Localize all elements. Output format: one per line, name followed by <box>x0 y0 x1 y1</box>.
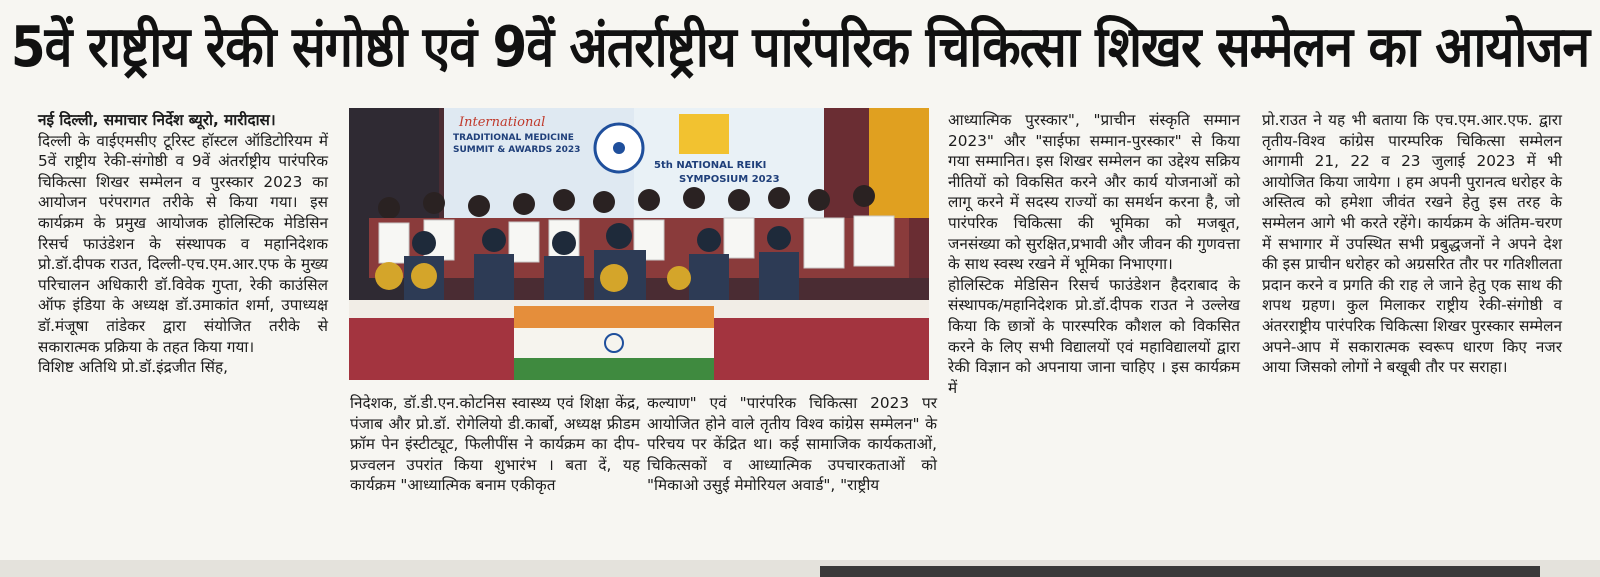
column-5-paragraph: प्रो.राउत ने यह भी बताया कि एच.एम.आर.एफ. द्वारा तृतीय-विश्व कांग्रेस पारम्परिक चिकित्सा सम्मेलन आगामी 21, 22 व 23 जुलाई 2023 में भी आयोजित किया जायेगा । हम अपनी पुरानत्व धरोहर के अस्तित्व को हमेशा जीवंत रखने हेतु इस तरह के सम्मेलन आगे भी करते रहेंगे। कार्यक्रम के अंतिम-चरण में सभागार में उपस्थित सभी प्रबुद्धजनों ने अपने देश की इस प्राचीन धरोहर को अग्रसरित तौर पर गतिशीलता प्रदान करने व प्रगति की राह ले जाने हेतु एक साथ की शपथ ग्रहण। कुल मिलाकर राष्ट्रीय रेकी-संगोष्ठी व अंतरराष्ट्रीय पारंपरिक चिकित्सा शिखर पुरस्कार सम्मेलन अपने-आप में सकारात्मक स्वरूप धारण किए नजर आया जिसको लोगों ने बखूबी तौर पर सराहा। <box>1262 111 1562 377</box>
column-3-paragraph: कल्याण" एवं "पारंपरिक चिकित्सा 2023 पर आयोजित होने वाले तृतीय विश्व कांग्रेस सम्मेलन" के परिचय पर केंद्रित था। कई सामाजिक कार्यकताओं, चिकित्सकों व आध्यात्मिक उपचारकताओं को "मिकाओ उसुई मेमोरियल अवार्ड", "राष्ट्रीय <box>647 394 937 495</box>
bottom-strip <box>0 560 1600 577</box>
column-4-paragraph-2: होलिस्टिक मेडिसिन रिसर्च फाउंडेशन हैदराबाद के संस्थापक/महानिदेशक प्रो.डॉ.दीपक राउत ने उल्लेख किया कि छात्रों के पारस्परिक कौशल को विकसित करने के लिए सभी विद्यालयों एवं महाविद्यालयों द्वारा रेकी विज्ञान को अपनाया जाना चाहिए । इस कार्यक्रम में <box>948 275 1240 397</box>
column-1-paragraph: दिल्ली के वाईएमसीए टूरिस्ट हॉस्टल ऑडिटोरियम में 5वें राष्ट्रीय रेकी-संगोष्ठी व 9वें अंतर्राष्ट्रीय पारंपरिक चिकित्सा शिखर सम्मेलन व पुरस्कार 2023 का आयोजन परंपरागत तरीके से किया गया। इस कार्यक्रम के प्रमुख आयोजक होलिस्टिक मेडिसिन रिसर्च फाउंडेशन के संस्थापक व महानिदेशक प्रो.डॉ.दीपक राउत, दिल्ली-एच.एम.आर.एफ के मुख्य परिचालन अधिकारी डॉ.विवेक गुप्ता, रेकी काउंसिल ऑफ इंडिया के अध्यक्ष डॉ.उमाकांत शर्मा, उपाध्यक्ष डॉ.मंजूषा तांडेकर द्वारा संयोजित तरीके से सकारात्मक प्रक्रिया के तहत किया गया। <box>38 131 328 356</box>
headline: 5वें राष्ट्रीय रेकी संगोष्ठी एवं 9वें अंतर्राष्ट्रीय पारंपरिक चिकित्सा शिखर सम्मेलन का आयोजन <box>10 14 1590 80</box>
article-column-3 <box>647 393 937 496</box>
banner-text-1: International <box>459 115 546 130</box>
article-column-2 <box>350 393 640 496</box>
column-1-paragraph-2: विशिष्ट अतिथि प्रो.डॉ.इंद्रजीत सिंह, <box>38 358 228 377</box>
column-2-paragraph: निदेशक, डॉ.डी.एन.कोटनिस स्वास्थ्य एवं शिक्षा केंद्र, पंजाब और प्रो.डॉ. रोगेलियो डी.कार्बो, अध्यक्ष फ्रीडम फ्रॉम पेन इंस्टीट्यूट, फिलीपींस ने कार्यक्रम का दीप-प्रज्वलन उपरांत किया शुभारंभ । बता दें, यह कार्यक्रम "आध्यात्मिक बनाम एकीकृत <box>350 394 640 495</box>
article-column-4 <box>948 110 1240 398</box>
banner-text-5: SYMPOSIUM 2023 <box>679 174 780 185</box>
article-column-1 <box>38 110 328 378</box>
banner-text-3: SUMMIT & AWARDS 2023 <box>453 145 581 155</box>
article-column-5 <box>1262 110 1562 378</box>
dateline: नई दिल्ली, समाचार निर्देश ब्यूरो, मारीदास। <box>38 111 276 129</box>
banner-text-4: 5th NATIONAL REIKI <box>654 160 767 171</box>
event-photo <box>349 108 929 380</box>
column-4-paragraph: आध्यात्मिक पुरस्कार", "प्राचीन संस्कृति सम्मान 2023" और "साईफा सम्मान-पुरस्कार" से किया गया सम्मानित। इस शिखर सम्मेलन का उद्देश्य सक्रिय नीतियों को विकसित करने और कार्य योजनाओं को लागू करने में सदस्य राज्यों का समर्थन करना है, जो पारंपरिक चिकित्सा की भूमिका को मजबूत, जनसंख्या को सुरक्षित,प्रभावी और जीवन की गुणवत्ता के साथ स्वस्थ रखने में भूमिका निभाएगा। <box>948 111 1240 274</box>
next-article-edge <box>820 566 1540 577</box>
banner-text-2: TRADITIONAL MEDICINE <box>453 133 574 143</box>
